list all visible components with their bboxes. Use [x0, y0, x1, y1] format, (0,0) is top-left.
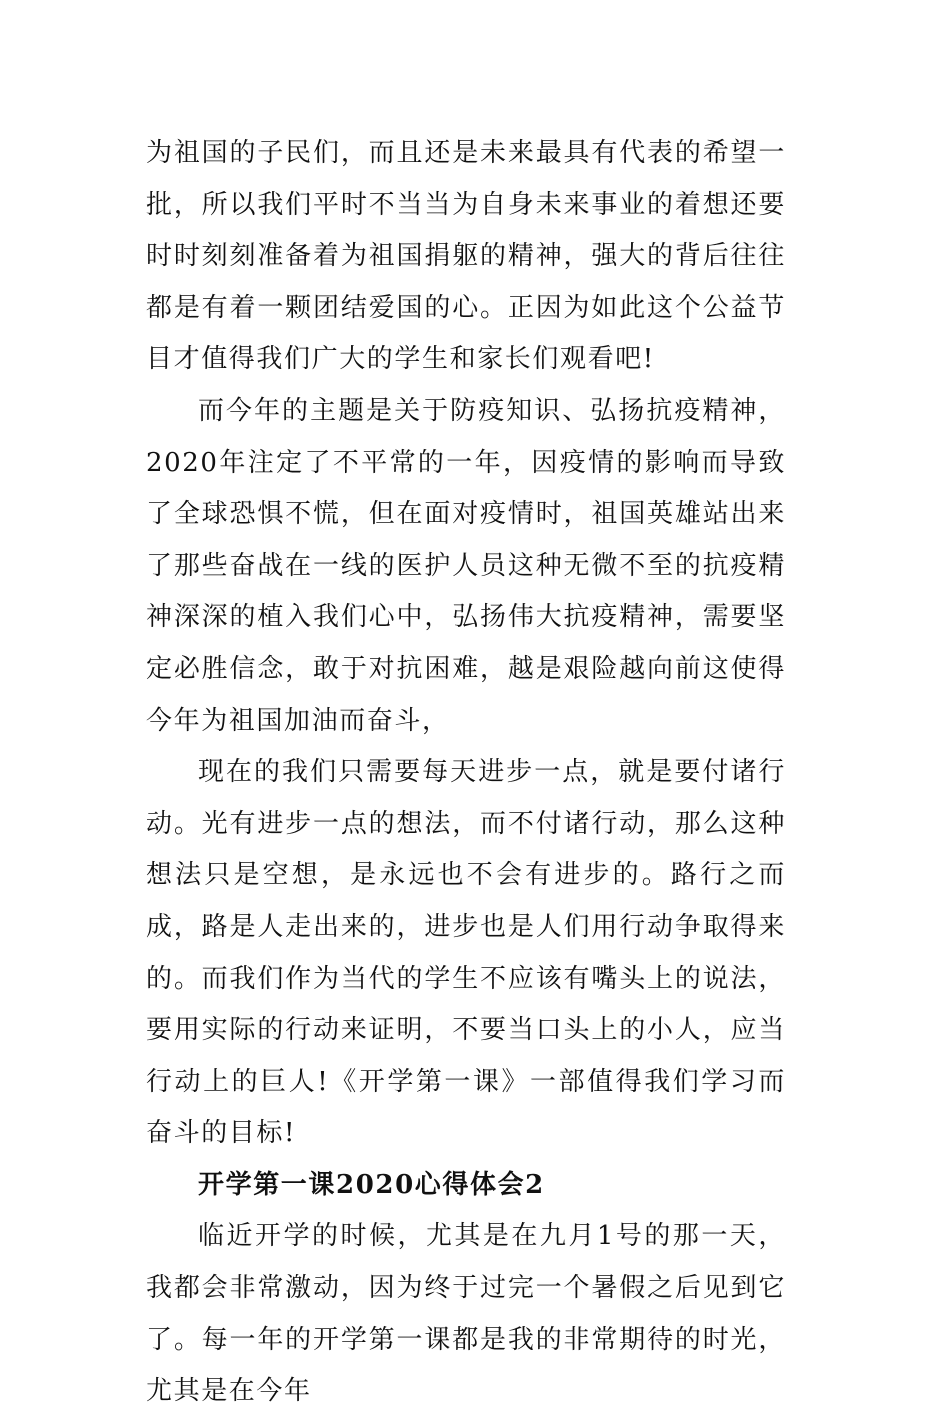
section-heading: 开学第一课2020心得体会2: [198, 1169, 545, 1200]
document-body: [146, 128, 786, 1418]
paragraph-4: 临近开学的时候，尤其是在九月1号的那一天，我都会非常激动，因为终于过完一个暑假之后见到它了。每一年的开学第一课都是我的非常期待的时光，尤其是在今年: [146, 1221, 786, 1407]
paragraph-3: 现在的我们只需要每天进步一点，就是要付诸行动。光有进步一点的想法，而不付诸行动，那么这种想法只是空想，是永远也不会有进步的。路行之而成，路是人走出来的，进步也是人们用行动争取得来的。而我们作为当代的学生不应该有嘴头上的说法，要用实际的行动来证明，不要当口头上的小人，应当行动上的巨人!《开学第一课》一部值得我们学习而奋斗的目标!: [146, 757, 786, 1149]
paragraph-1: 为祖国的子民们，而且还是未来最具有代表的希望一批，所以我们平时不当当为自身未来事业的着想还要时时刻刻准备着为祖国捐躯的精神，强大的背后往往都是有着一颗团结爱国的心。正因为如此这个公益节目才值得我们广大的学生和家长们观看吧!: [146, 138, 786, 375]
paragraph-2: 而今年的主题是关于防疫知识、弘扬抗疫精神，2020年注定了不平常的一年，因疫情的影响而导致了全球恐惧不慌，但在面对疫情时，祖国英雄站出来了那些奋战在一线的医护人员这种无微不至的抗疫精神深深的植入我们心中，弘扬伟大抗疫精神，需要坚定必胜信念，敢于对抗困难，越是艰险越向前这使得今年为祖国加油而奋斗，: [146, 395, 786, 736]
